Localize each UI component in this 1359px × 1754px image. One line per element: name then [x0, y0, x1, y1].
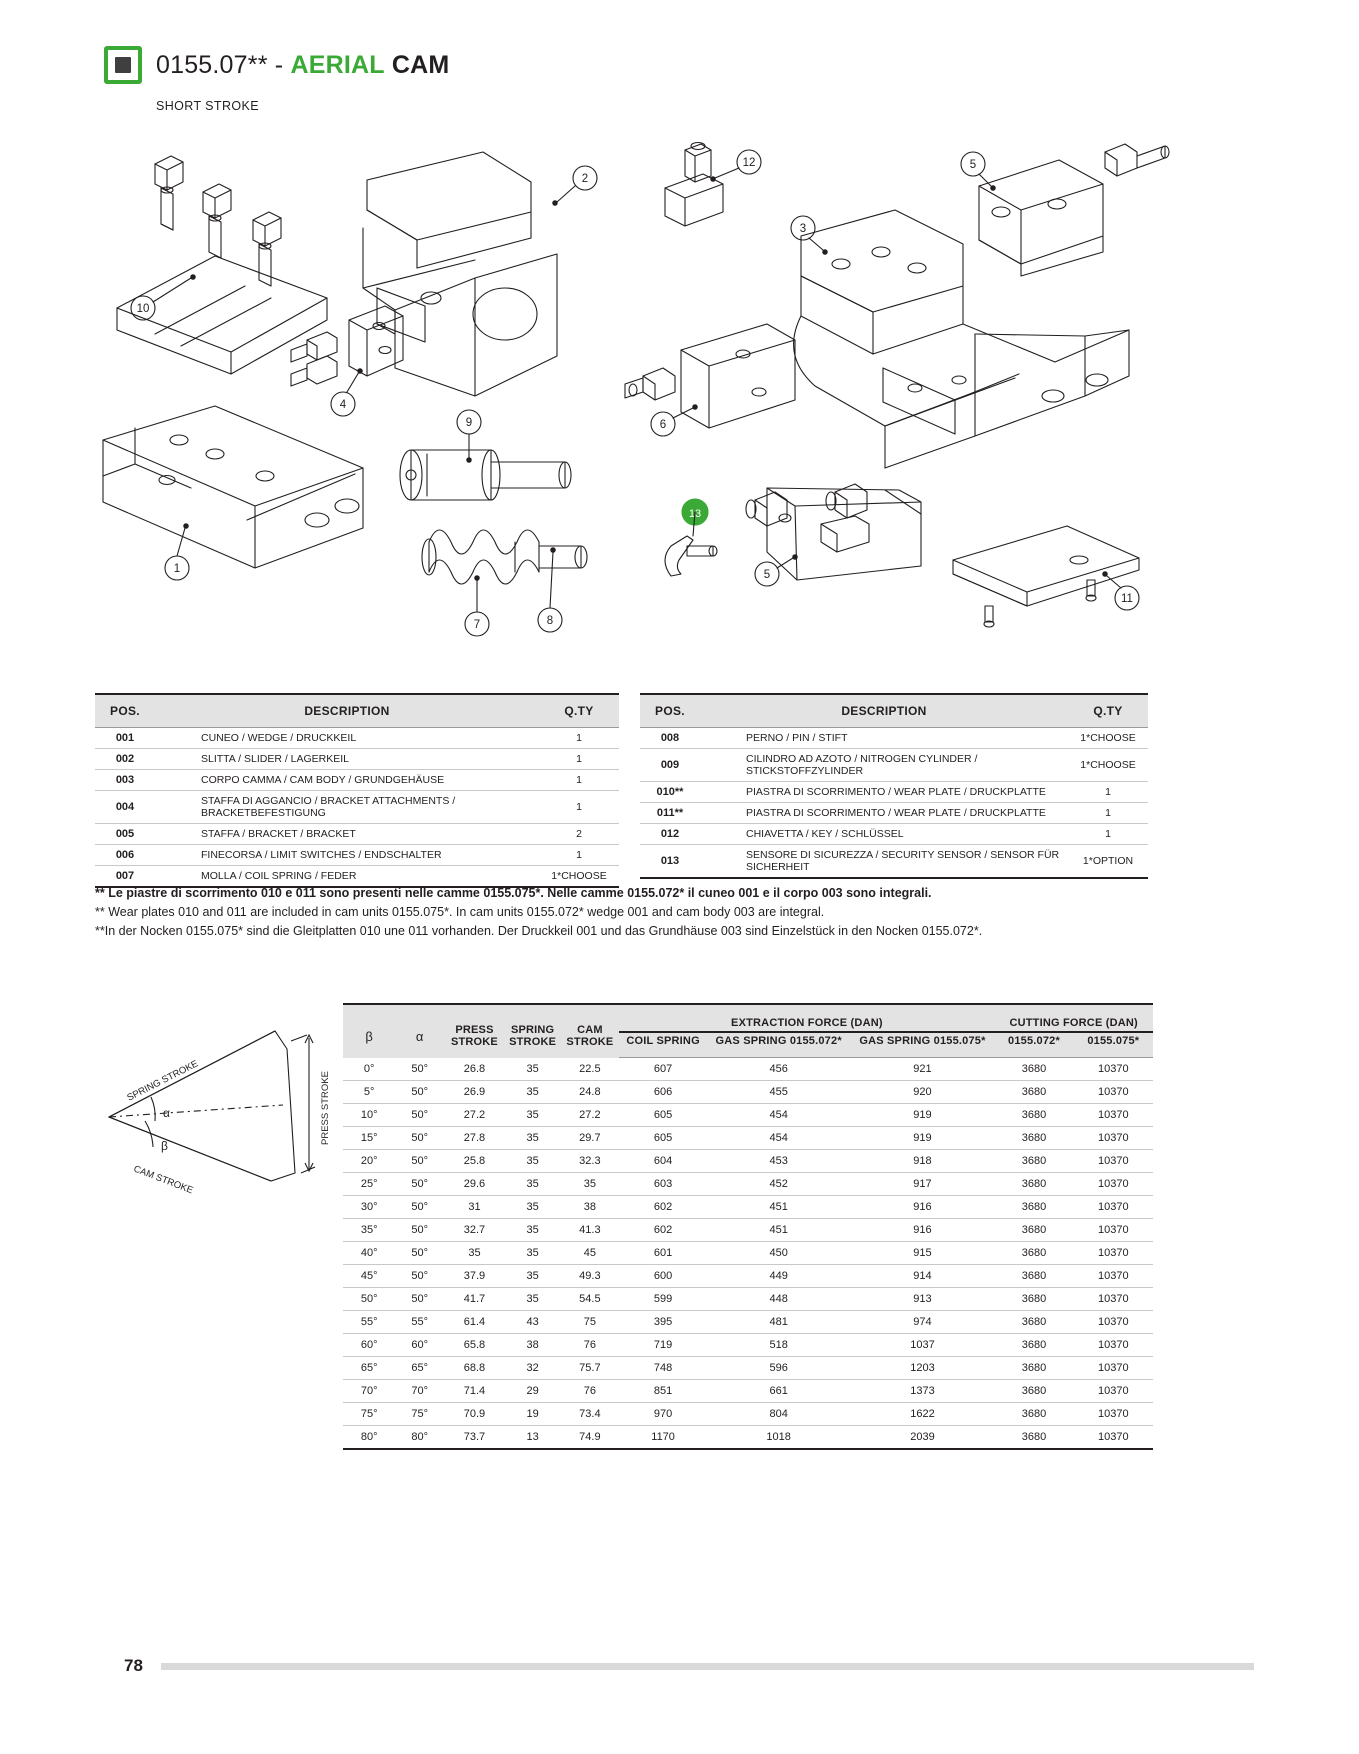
cell-description: PIASTRA DI SCORRIMENTO / WEAR PLATE / DRUCKPLATTE — [700, 803, 1068, 824]
cell-cut-075: 10370 — [1074, 1196, 1153, 1219]
cell-spring-stroke: 35 — [505, 1173, 560, 1196]
cell-press-stroke: 35 — [444, 1242, 505, 1265]
table-row — [640, 782, 1148, 803]
col-press-stroke: PRESS STROKE — [444, 1004, 505, 1058]
cell-cam-stroke: 75 — [560, 1311, 619, 1334]
cell-pos: 009 — [640, 749, 700, 782]
cell-cam-stroke: 27.2 — [560, 1104, 619, 1127]
table-row — [343, 1127, 1153, 1150]
cell-coil-spring: 603 — [619, 1173, 706, 1196]
cell-qty: 1 — [539, 728, 619, 749]
cell-description: PERNO / PIN / STIFT — [700, 728, 1068, 749]
cell-coil-spring: 851 — [619, 1380, 706, 1403]
label-press-stroke: PRESS STROKE — [320, 1071, 331, 1145]
cell-gas-075: 916 — [851, 1219, 995, 1242]
svg-text:10: 10 — [136, 303, 150, 315]
col-description: DESCRIPTION — [700, 694, 1068, 728]
cell-gas-072: 454 — [707, 1104, 851, 1127]
cell-qty: 1 — [1068, 824, 1148, 845]
table-row — [95, 770, 619, 791]
svg-text:13: 13 — [688, 508, 702, 520]
cell-beta: 15° — [343, 1127, 395, 1150]
cell-beta: 65° — [343, 1357, 395, 1380]
cell-cam-stroke: 76 — [560, 1380, 619, 1403]
cell-press-stroke: 68.8 — [444, 1357, 505, 1380]
table-row — [343, 1150, 1153, 1173]
cell-alpha: 50° — [395, 1150, 444, 1173]
parts-table-left — [95, 693, 619, 888]
cell-gas-075: 919 — [851, 1104, 995, 1127]
cell-gas-072: 456 — [707, 1058, 851, 1081]
cell-qty: 1*CHOOSE — [1068, 728, 1148, 749]
cell-beta: 5° — [343, 1081, 395, 1104]
cell-description: FINECORSA / LIMIT SWITCHES / ENDSCHALTER — [155, 845, 539, 866]
table-row — [95, 824, 619, 845]
cell-pos: 007 — [95, 866, 155, 888]
cell-pos: 011** — [640, 803, 700, 824]
specification-table — [343, 1003, 1153, 1450]
cell-gas-072: 448 — [707, 1288, 851, 1311]
cell-beta: 70° — [343, 1380, 395, 1403]
cell-description: CORPO CAMMA / CAM BODY / GRUNDGEHÄUSE — [155, 770, 539, 791]
cell-gas-072: 449 — [707, 1265, 851, 1288]
cell-cam-stroke: 49.3 — [560, 1265, 619, 1288]
product-name: CAM — [391, 50, 450, 79]
table-row — [343, 1104, 1153, 1127]
cell-gas-072: 454 — [707, 1127, 851, 1150]
cell-description: CHIAVETTA / KEY / SCHLÜSSEL — [700, 824, 1068, 845]
cell-coil-spring: 602 — [619, 1196, 706, 1219]
cell-beta: 20° — [343, 1150, 395, 1173]
table-row — [343, 1426, 1153, 1450]
cell-description: PIASTRA DI SCORRIMENTO / WEAR PLATE / DRUCKPLATTE — [700, 782, 1068, 803]
cell-description: CUNEO / WEDGE / DRUCKKEIL — [155, 728, 539, 749]
cell-gas-075: 974 — [851, 1311, 995, 1334]
label-cam-stroke: CAM STROKE — [131, 1163, 195, 1197]
cell-coil-spring: 605 — [619, 1104, 706, 1127]
page-title — [156, 51, 449, 80]
cell-cut-075: 10370 — [1074, 1127, 1153, 1150]
cell-pos: 013 — [640, 845, 700, 879]
svg-text:4: 4 — [339, 399, 347, 411]
table-row — [95, 728, 619, 749]
label-spring-stroke: SPRING STROKE — [125, 1058, 200, 1104]
svg-text:6: 6 — [659, 419, 667, 431]
cell-cut-072: 3680 — [994, 1288, 1073, 1311]
cell-press-stroke: 27.8 — [444, 1127, 505, 1150]
cell-gas-075: 913 — [851, 1288, 995, 1311]
group-extraction-force: EXTRACTION FORCE (DAN) — [619, 1004, 994, 1032]
parts-table-right — [640, 693, 1148, 879]
col-cutting-075: 0155.075* — [1074, 1032, 1153, 1058]
table-row — [640, 845, 1148, 879]
cell-cut-072: 3680 — [994, 1380, 1073, 1403]
svg-text:8: 8 — [546, 615, 554, 627]
footer-rule — [161, 1663, 1254, 1670]
cell-beta: 75° — [343, 1403, 395, 1426]
svg-text:5: 5 — [763, 569, 771, 581]
cell-alpha: 50° — [395, 1265, 444, 1288]
cell-gas-075: 1203 — [851, 1357, 995, 1380]
cell-description: STAFFA / BRACKET / BRACKET — [155, 824, 539, 845]
svg-text:2: 2 — [581, 173, 589, 185]
cell-cut-072: 3680 — [994, 1265, 1073, 1288]
svg-text:5: 5 — [969, 159, 977, 171]
svg-text:9: 9 — [465, 417, 473, 429]
cell-beta: 30° — [343, 1196, 395, 1219]
cell-cut-075: 10370 — [1074, 1173, 1153, 1196]
cell-pos: 012 — [640, 824, 700, 845]
table-row — [343, 1311, 1153, 1334]
footnote-it: ** Le piastre di scorrimento 010 e 011 sono presenti nelle camme 0155.075*. Nelle camme 0155.072* il cuneo 001 e il corpo 003 sono integrali. — [95, 886, 932, 900]
cell-spring-stroke: 35 — [505, 1265, 560, 1288]
cell-gas-075: 1037 — [851, 1334, 995, 1357]
col-qty: Q.TY — [1068, 694, 1148, 728]
footnote-de: **In der Nocken 0155.075* sind die Gleitplatten 010 une 011 vorhanden. Der Druckkeil 001 und das Grundhäuse 003 sind Einzelstück in den Nocken 0155.072*. — [95, 924, 983, 938]
cell-gas-075: 1373 — [851, 1380, 995, 1403]
cell-cut-075: 10370 — [1074, 1288, 1153, 1311]
cell-cam-stroke: 29.7 — [560, 1127, 619, 1150]
cell-gas-075: 921 — [851, 1058, 995, 1081]
cell-gas-075: 919 — [851, 1127, 995, 1150]
cell-gas-072: 518 — [707, 1334, 851, 1357]
svg-text:1: 1 — [173, 563, 181, 575]
cell-qty: 1 — [539, 770, 619, 791]
cell-spring-stroke: 35 — [505, 1196, 560, 1219]
cell-beta: 45° — [343, 1265, 395, 1288]
table-row — [640, 803, 1148, 824]
cell-pos: 006 — [95, 845, 155, 866]
cell-cam-stroke: 35 — [560, 1173, 619, 1196]
cell-cam-stroke: 38 — [560, 1196, 619, 1219]
cell-cut-075: 10370 — [1074, 1081, 1153, 1104]
cell-press-stroke: 41.7 — [444, 1288, 505, 1311]
cell-spring-stroke: 19 — [505, 1403, 560, 1426]
cell-spring-stroke: 35 — [505, 1219, 560, 1242]
col-beta: β — [343, 1004, 395, 1058]
cell-gas-072: 451 — [707, 1196, 851, 1219]
table-row — [640, 749, 1148, 782]
cell-description: SLITTA / SLIDER / LAGERKEIL — [155, 749, 539, 770]
cell-gas-072: 453 — [707, 1150, 851, 1173]
cell-spring-stroke: 32 — [505, 1357, 560, 1380]
cell-spring-stroke: 35 — [505, 1058, 560, 1081]
cell-gas-072: 452 — [707, 1173, 851, 1196]
cell-pos: 003 — [95, 770, 155, 791]
cell-cut-072: 3680 — [994, 1150, 1073, 1173]
cell-beta: 55° — [343, 1311, 395, 1334]
table-row — [343, 1288, 1153, 1311]
cell-spring-stroke: 29 — [505, 1380, 560, 1403]
cell-coil-spring: 605 — [619, 1127, 706, 1150]
cell-cut-075: 10370 — [1074, 1311, 1153, 1334]
cell-cut-072: 3680 — [994, 1104, 1073, 1127]
cell-cam-stroke: 22.5 — [560, 1058, 619, 1081]
cell-gas-072: 481 — [707, 1311, 851, 1334]
cell-press-stroke: 26.8 — [444, 1058, 505, 1081]
svg-text:7: 7 — [473, 619, 481, 631]
cell-cut-075: 10370 — [1074, 1058, 1153, 1081]
cell-beta: 60° — [343, 1334, 395, 1357]
cell-gas-075: 920 — [851, 1081, 995, 1104]
cell-cut-075: 10370 — [1074, 1150, 1153, 1173]
cell-qty: 1 — [1068, 782, 1148, 803]
cell-gas-072: 1018 — [707, 1426, 851, 1450]
cell-coil-spring: 602 — [619, 1219, 706, 1242]
cell-qty: 1*OPTION — [1068, 845, 1148, 879]
cell-cam-stroke: 41.3 — [560, 1219, 619, 1242]
page-subtitle: SHORT STROKE — [156, 99, 259, 113]
cell-cam-stroke: 24.8 — [560, 1081, 619, 1104]
cell-spring-stroke: 13 — [505, 1426, 560, 1450]
cell-coil-spring: 395 — [619, 1311, 706, 1334]
table-row — [343, 1334, 1153, 1357]
page-header — [104, 46, 449, 84]
cell-press-stroke: 26.9 — [444, 1081, 505, 1104]
cell-cut-072: 3680 — [994, 1219, 1073, 1242]
cell-beta: 35° — [343, 1219, 395, 1242]
cell-cam-stroke: 74.9 — [560, 1426, 619, 1450]
cell-press-stroke: 32.7 — [444, 1219, 505, 1242]
cell-cut-072: 3680 — [994, 1058, 1073, 1081]
title-dash: - — [267, 50, 291, 79]
cell-press-stroke: 73.7 — [444, 1426, 505, 1450]
cell-alpha: 50° — [395, 1288, 444, 1311]
cell-gas-075: 917 — [851, 1173, 995, 1196]
cell-qty: 1 — [539, 749, 619, 770]
cell-alpha: 50° — [395, 1173, 444, 1196]
exploded-view-drawing — [95, 128, 1265, 658]
col-cam-stroke: CAM STROKE — [560, 1004, 619, 1058]
page-number: 78 — [124, 1656, 143, 1675]
cell-cut-072: 3680 — [994, 1081, 1073, 1104]
table-row — [95, 791, 619, 824]
cell-cut-072: 3680 — [994, 1311, 1073, 1334]
col-gas-spring-072: GAS SPRING 0155.072* — [707, 1032, 851, 1058]
product-code: 0155.07** — [156, 50, 268, 79]
cell-description: STAFFA DI AGGANCIO / BRACKET ATTACHMENTS / BRACKETBEFESTIGUNG — [155, 791, 539, 824]
cell-alpha: 50° — [395, 1196, 444, 1219]
cell-press-stroke: 25.8 — [444, 1150, 505, 1173]
cell-spring-stroke: 35 — [505, 1288, 560, 1311]
table-row — [95, 749, 619, 770]
cell-press-stroke: 65.8 — [444, 1334, 505, 1357]
table-row — [343, 1265, 1153, 1288]
cell-gas-075: 1622 — [851, 1403, 995, 1426]
cell-cam-stroke: 76 — [560, 1334, 619, 1357]
group-cutting-force: CUTTING FORCE (DAN) — [994, 1004, 1153, 1032]
cell-coil-spring: 606 — [619, 1081, 706, 1104]
cell-coil-spring: 600 — [619, 1265, 706, 1288]
cell-alpha: 70° — [395, 1380, 444, 1403]
page-footer — [124, 1656, 1254, 1676]
table-row — [343, 1219, 1153, 1242]
cell-spring-stroke: 35 — [505, 1242, 560, 1265]
cell-beta: 25° — [343, 1173, 395, 1196]
cell-pos: 002 — [95, 749, 155, 770]
cell-gas-075: 918 — [851, 1150, 995, 1173]
cell-qty: 1 — [539, 845, 619, 866]
cell-pos: 010** — [640, 782, 700, 803]
col-description: DESCRIPTION — [155, 694, 539, 728]
col-pos: POS. — [95, 694, 155, 728]
cell-beta: 0° — [343, 1058, 395, 1081]
cell-cut-075: 10370 — [1074, 1357, 1153, 1380]
cell-press-stroke: 70.9 — [444, 1403, 505, 1426]
cell-coil-spring: 748 — [619, 1357, 706, 1380]
cell-spring-stroke: 35 — [505, 1081, 560, 1104]
cell-cut-075: 10370 — [1074, 1104, 1153, 1127]
cell-gas-072: 455 — [707, 1081, 851, 1104]
cell-cam-stroke: 32.3 — [560, 1150, 619, 1173]
table-row — [343, 1357, 1153, 1380]
cell-cut-075: 10370 — [1074, 1380, 1153, 1403]
col-qty: Q.TY — [539, 694, 619, 728]
cell-cut-075: 10370 — [1074, 1242, 1153, 1265]
angle-diagram — [95, 1005, 340, 1205]
cell-cut-072: 3680 — [994, 1426, 1073, 1450]
svg-text:11: 11 — [1121, 593, 1133, 605]
table-row — [343, 1058, 1153, 1081]
cell-pos: 001 — [95, 728, 155, 749]
cell-gas-072: 804 — [707, 1403, 851, 1426]
table-row — [343, 1242, 1153, 1265]
brand-name: AERIAL — [290, 50, 385, 79]
cell-description: MOLLA / COIL SPRING / FEDER — [155, 866, 539, 888]
cell-pos: 008 — [640, 728, 700, 749]
cell-beta: 80° — [343, 1426, 395, 1450]
cell-alpha: 80° — [395, 1426, 444, 1450]
cell-cut-075: 10370 — [1074, 1426, 1153, 1450]
cell-cut-072: 3680 — [994, 1173, 1073, 1196]
cell-spring-stroke: 35 — [505, 1104, 560, 1127]
cell-qty: 2 — [539, 824, 619, 845]
cell-press-stroke: 31 — [444, 1196, 505, 1219]
cell-beta: 40° — [343, 1242, 395, 1265]
cell-qty: 1 — [539, 791, 619, 824]
cell-beta: 10° — [343, 1104, 395, 1127]
table-header-row-1 — [343, 1004, 1153, 1032]
label-beta: β — [161, 1139, 168, 1153]
cell-spring-stroke: 35 — [505, 1127, 560, 1150]
cell-press-stroke: 71.4 — [444, 1380, 505, 1403]
table-row — [640, 728, 1148, 749]
cell-alpha: 60° — [395, 1334, 444, 1357]
cell-alpha: 50° — [395, 1081, 444, 1104]
svg-text:3: 3 — [799, 223, 807, 235]
col-cutting-072: 0155.072* — [994, 1032, 1073, 1058]
table-row — [343, 1196, 1153, 1219]
cell-cut-075: 10370 — [1074, 1219, 1153, 1242]
cell-gas-075: 915 — [851, 1242, 995, 1265]
cell-cam-stroke: 75.7 — [560, 1357, 619, 1380]
cell-pos: 005 — [95, 824, 155, 845]
cell-gas-072: 596 — [707, 1357, 851, 1380]
cell-spring-stroke: 35 — [505, 1150, 560, 1173]
col-alpha: α — [395, 1004, 444, 1058]
cell-qty: 1*CHOOSE — [1068, 749, 1148, 782]
footnote-en: ** Wear plates 010 and 011 are included in cam units 0155.075*. In cam units 0155.072* wedge 001 and cam body 003 are integral. — [95, 905, 825, 919]
cell-alpha: 50° — [395, 1219, 444, 1242]
table-header-row — [95, 694, 619, 728]
cell-gas-075: 914 — [851, 1265, 995, 1288]
cell-alpha: 50° — [395, 1104, 444, 1127]
cell-spring-stroke: 43 — [505, 1311, 560, 1334]
cell-coil-spring: 604 — [619, 1150, 706, 1173]
table-row — [343, 1403, 1153, 1426]
cell-coil-spring: 970 — [619, 1403, 706, 1426]
col-spring-stroke: SPRING STROKE — [505, 1004, 560, 1058]
table-row — [343, 1081, 1153, 1104]
cell-coil-spring: 599 — [619, 1288, 706, 1311]
cell-cut-072: 3680 — [994, 1334, 1073, 1357]
svg-text:12: 12 — [742, 157, 756, 169]
cell-gas-075: 916 — [851, 1196, 995, 1219]
table-row — [95, 845, 619, 866]
cell-cam-stroke: 73.4 — [560, 1403, 619, 1426]
cell-cut-072: 3680 — [994, 1357, 1073, 1380]
cell-description: SENSORE DI SICUREZZA / SECURITY SENSOR / SENSOR FÜR SICHERHEIT — [700, 845, 1068, 879]
cell-spring-stroke: 38 — [505, 1334, 560, 1357]
cell-cam-stroke: 54.5 — [560, 1288, 619, 1311]
cell-gas-072: 451 — [707, 1219, 851, 1242]
col-gas-spring-075: GAS SPRING 0155.075* — [851, 1032, 995, 1058]
table-row — [343, 1380, 1153, 1403]
cell-press-stroke: 29.6 — [444, 1173, 505, 1196]
cell-coil-spring: 1170 — [619, 1426, 706, 1450]
col-coil-spring: COIL SPRING — [619, 1032, 706, 1058]
cell-press-stroke: 27.2 — [444, 1104, 505, 1127]
cell-alpha: 55° — [395, 1311, 444, 1334]
cell-gas-072: 450 — [707, 1242, 851, 1265]
cell-cut-075: 10370 — [1074, 1334, 1153, 1357]
cell-pos: 004 — [95, 791, 155, 824]
cell-coil-spring: 601 — [619, 1242, 706, 1265]
cell-description: CILINDRO AD AZOTO / NITROGEN CYLINDER / STICKSTOFFZYLINDER — [700, 749, 1068, 782]
label-alpha: α — [163, 1106, 170, 1120]
cell-coil-spring: 719 — [619, 1334, 706, 1357]
cell-gas-075: 2039 — [851, 1426, 995, 1450]
cell-alpha: 50° — [395, 1058, 444, 1081]
cell-alpha: 75° — [395, 1403, 444, 1426]
cell-cut-072: 3680 — [994, 1242, 1073, 1265]
cell-cut-075: 10370 — [1074, 1403, 1153, 1426]
cell-alpha: 65° — [395, 1357, 444, 1380]
table-header-row — [640, 694, 1148, 728]
table-row — [640, 824, 1148, 845]
table-row — [343, 1173, 1153, 1196]
cell-cam-stroke: 45 — [560, 1242, 619, 1265]
cell-beta: 50° — [343, 1288, 395, 1311]
cell-qty: 1 — [1068, 803, 1148, 824]
cell-cut-072: 3680 — [994, 1127, 1073, 1150]
cell-coil-spring: 607 — [619, 1058, 706, 1081]
col-pos: POS. — [640, 694, 700, 728]
cell-press-stroke: 61.4 — [444, 1311, 505, 1334]
cell-cut-072: 3680 — [994, 1403, 1073, 1426]
footnotes — [95, 884, 1275, 941]
cell-alpha: 50° — [395, 1127, 444, 1150]
cell-cut-075: 10370 — [1074, 1265, 1153, 1288]
logo-icon — [104, 46, 142, 84]
cell-qty: 1*CHOOSE — [539, 866, 619, 888]
cell-cut-072: 3680 — [994, 1196, 1073, 1219]
cell-press-stroke: 37.9 — [444, 1265, 505, 1288]
cell-gas-072: 661 — [707, 1380, 851, 1403]
cell-alpha: 50° — [395, 1242, 444, 1265]
